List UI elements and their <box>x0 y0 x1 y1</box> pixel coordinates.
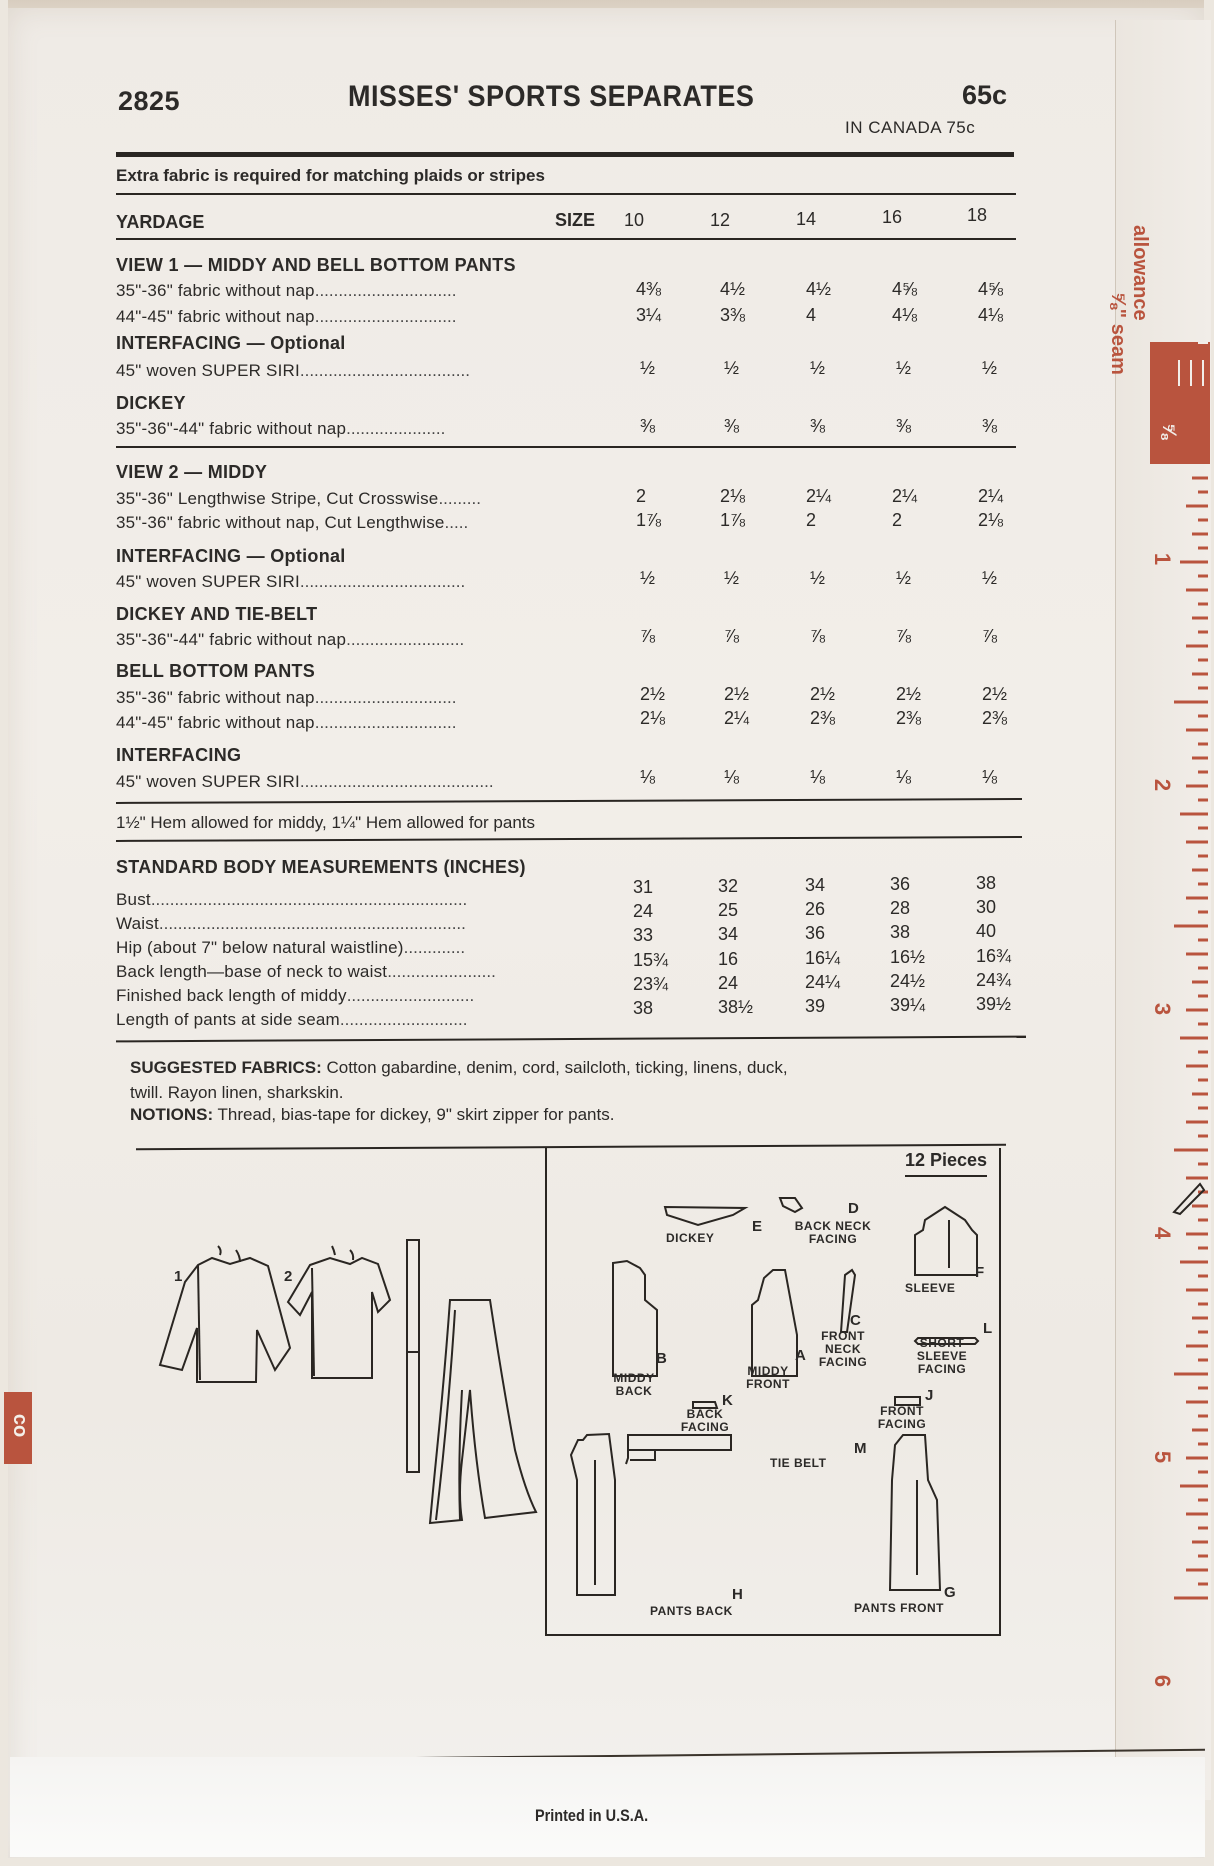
cell: ⅛ <box>982 767 998 787</box>
ruler-number-6: 6 <box>1150 1674 1176 1688</box>
cell: ⅜ <box>810 416 826 436</box>
cell: 2⅛ <box>720 486 746 506</box>
cell: 2¼ <box>806 486 832 506</box>
cell: ½ <box>896 568 912 588</box>
cell: 36 <box>890 874 911 894</box>
cell: 39 <box>805 996 826 1016</box>
cell: 2 <box>806 510 817 530</box>
cell: 16¼ <box>805 948 841 968</box>
cell: ½ <box>640 568 656 588</box>
row-label: 35"-36"-44" fabric without nap..................... <box>116 419 446 438</box>
row-label: Back length—base of neck to waist....................... <box>116 962 496 981</box>
ruler-number-5: 5 <box>1150 1450 1176 1464</box>
printed-in-usa: Printed in U.S.A. <box>535 1806 649 1825</box>
piece-m-letter: M <box>854 1440 867 1457</box>
cell: 39¼ <box>890 995 926 1015</box>
size-16: 16 <box>882 207 903 227</box>
cell: 16½ <box>890 947 926 967</box>
cell: 1⅞ <box>720 510 746 530</box>
row-label: Hip (about 7" below natural waistline)............. <box>116 938 466 957</box>
cell: 38 <box>890 922 911 942</box>
cell: 3⅜ <box>720 305 746 325</box>
cell: 2½ <box>724 684 750 704</box>
section-view1-title: VIEW 1 — MIDDY AND BELL BOTTOM PANTS <box>116 255 516 275</box>
cell: 2½ <box>810 684 836 704</box>
notions: NOTIONS: Thread, bias-tape for dickey, 9" skirt zipper for pants. <box>130 1105 615 1124</box>
cell: 28 <box>890 898 911 918</box>
section-view2-title: VIEW 2 — MIDDY <box>116 462 268 482</box>
view1-number: 1 <box>174 1268 183 1285</box>
ruler-caption-line2: allowance <box>1129 225 1151 321</box>
pen-mark-icon <box>1170 1178 1210 1218</box>
box-bottom-rule <box>545 1634 999 1636</box>
price: 65c <box>962 80 1008 110</box>
cell: 4⅝ <box>978 279 1004 299</box>
divider <box>116 238 1016 240</box>
piece-h-letter: H <box>732 1586 743 1603</box>
cell: ⅜ <box>982 416 998 436</box>
cell: 4⅝ <box>892 279 918 299</box>
cell: 2 <box>892 510 903 530</box>
cell: 24 <box>718 973 739 993</box>
divider <box>116 193 1016 195</box>
piece-short-sleeve-facing-label: SHORT SLEEVE FACING <box>916 1336 968 1376</box>
cell: 1⅞ <box>636 510 662 530</box>
piece-back-neck-facing-label: BACK NECK FACING <box>794 1219 872 1246</box>
cell: ⅞ <box>724 626 740 646</box>
section-interfacing-title: INTERFACING — Optional <box>116 333 346 353</box>
cell: 38 <box>633 998 654 1018</box>
row-label: 45" woven SUPER SIRI......................................... <box>116 772 494 791</box>
piece-pants-back-label: PANTS BACK <box>650 1604 733 1618</box>
ruler-number-4: 4 <box>1150 1226 1176 1240</box>
section-bell-bottom-title: BELL BOTTOM PANTS <box>116 661 316 681</box>
cell: ⅜ <box>896 416 912 436</box>
piece-d-letter: D <box>848 1200 859 1217</box>
cell: 2¼ <box>978 486 1004 506</box>
ruler-number-3: 3 <box>1150 1002 1176 1016</box>
cell: 30 <box>976 897 997 917</box>
section-interfacing-title: INTERFACING — Optional <box>116 546 346 566</box>
plaid-notice: Extra fabric is required for matching plaids or stripes <box>116 166 545 185</box>
size-12: 12 <box>710 210 731 230</box>
row-label: Length of pants at side seam........................... <box>116 1010 468 1029</box>
suggested-fabrics-cont: twill. Rayon linen, sharkskin. <box>130 1083 344 1102</box>
cell: 4½ <box>720 279 746 299</box>
pattern-title: MISSES' SPORTS SEPARATES <box>348 80 755 113</box>
ruler-block-label: ⅝ <box>1157 423 1179 439</box>
piece-back-facing-label: BACK FACING <box>680 1407 730 1434</box>
cell: ½ <box>640 358 656 378</box>
piece-front-facing-label: FRONT FACING <box>877 1404 927 1431</box>
side-tab <box>4 1392 32 1464</box>
cell: 2⅜ <box>810 708 836 728</box>
suggested-fabrics: SUGGESTED FABRICS: Cotton gabardine, denim, cord, sailcloth, ticking, linens, duck, <box>130 1058 788 1077</box>
ruler-seam-block <box>1150 342 1210 464</box>
cell: 33 <box>633 925 654 945</box>
cell: 3¼ <box>636 305 662 325</box>
cell: 2½ <box>982 684 1008 704</box>
piece-front-neck-facing-label: FRONT NECK FACING <box>818 1329 868 1369</box>
row-label: Finished back length of middy........................... <box>116 986 475 1005</box>
cell: 16¾ <box>976 946 1012 966</box>
cell: 38 <box>976 873 997 893</box>
cell: 40 <box>976 921 997 941</box>
view2-number: 2 <box>284 1268 293 1285</box>
divider <box>116 446 1016 448</box>
cell: 2 <box>636 486 647 506</box>
cell: ⅛ <box>810 767 826 787</box>
piece-dickey-label: DICKEY <box>666 1231 715 1245</box>
cell: ½ <box>724 358 740 378</box>
cell: 23¾ <box>633 974 669 994</box>
cell: ⅜ <box>724 416 740 436</box>
cell: 32 <box>718 876 739 896</box>
cell: 15¾ <box>633 950 669 970</box>
canada-price: IN CANADA 75c <box>845 118 976 137</box>
section-interfacing-title: INTERFACING <box>116 745 242 765</box>
ruler-caption-line1: ⅝" seam <box>1107 292 1129 375</box>
cell: 4⅜ <box>636 279 662 299</box>
cell: 2¼ <box>724 708 750 728</box>
pattern-number: 2825 <box>118 86 181 116</box>
cell: 2⅛ <box>640 708 666 728</box>
piece-c-letter: C <box>850 1312 861 1329</box>
section-dickey-title: DICKEY <box>116 393 186 413</box>
row-label: 35"-36"-44" fabric without nap......................... <box>116 630 465 649</box>
cell: 25 <box>718 900 739 920</box>
cell: ½ <box>982 358 998 378</box>
row-label: 35"-36" fabric without nap, Cut Lengthwise..... <box>116 513 469 532</box>
row-label: Waist................................................................. <box>116 914 466 933</box>
section-dickey-tiebelt-title: DICKEY AND TIE-BELT <box>116 604 318 624</box>
row-label: 35"-36" fabric without nap.............................. <box>116 688 457 707</box>
piece-k-letter: K <box>722 1392 733 1409</box>
cell: 4⅛ <box>978 305 1004 325</box>
ruler-number-2: 2 <box>1150 778 1176 792</box>
cell: 4 <box>806 305 817 325</box>
pieces-count-title: 12 Pieces <box>905 1150 987 1177</box>
ruler-number-1: 1 <box>1150 552 1176 566</box>
row-label: 45" woven SUPER SIRI.................................... <box>116 361 470 380</box>
piece-b-letter: B <box>656 1350 667 1367</box>
cell: ½ <box>896 358 912 378</box>
cell: ½ <box>810 568 826 588</box>
cell: 24¼ <box>805 972 841 992</box>
measurements-title: STANDARD BODY MEASUREMENTS (INCHES) <box>116 857 526 877</box>
cell: ⅞ <box>640 626 656 646</box>
cell: 39½ <box>976 994 1012 1014</box>
cell: ⅞ <box>810 626 826 646</box>
ruler-ticks-icon <box>1150 464 1210 1704</box>
row-label: 44"-45" fabric without nap.............................. <box>116 307 457 326</box>
cell: ½ <box>724 568 740 588</box>
cell: 2¼ <box>892 486 918 506</box>
cell: 38½ <box>718 997 754 1017</box>
side-tab-label: co <box>9 1413 32 1438</box>
cell: 16 <box>718 949 739 969</box>
row-label: 45" woven SUPER SIRI................................... <box>116 572 466 591</box>
size-10: 10 <box>624 210 645 230</box>
cell: ⅜ <box>640 416 656 436</box>
cell: 2½ <box>640 684 666 704</box>
header-rule <box>116 152 1014 157</box>
piece-sleeve-label: SLEEVE <box>905 1281 956 1295</box>
cell: 24½ <box>890 971 926 991</box>
cell: ⅛ <box>640 767 656 787</box>
piece-middy-front-label: MIDDY FRONT <box>746 1364 790 1391</box>
piece-g-letter: G <box>944 1584 956 1601</box>
piece-f-letter: F <box>975 1264 985 1281</box>
size-label: SIZE <box>555 210 596 230</box>
piece-a-letter: A <box>795 1347 806 1364</box>
piece-pants-front-label: PANTS FRONT <box>854 1601 944 1615</box>
row-label: 35"-36" Lengthwise Stripe, Cut Crosswise......... <box>116 489 481 508</box>
cell: 24 <box>633 901 654 921</box>
hem-note: 1½" Hem allowed for middy, 1¼" Hem allowed for pants <box>116 813 535 832</box>
garment-sketches-icon <box>140 1220 540 1540</box>
cell: 4½ <box>806 279 832 299</box>
cell: ⅛ <box>724 767 740 787</box>
cell: 2½ <box>896 684 922 704</box>
cell: 26 <box>805 899 826 919</box>
cell: ½ <box>982 568 998 588</box>
cell: 34 <box>805 875 826 895</box>
cell: ⅛ <box>896 767 912 787</box>
cell: 31 <box>633 877 654 897</box>
yardage-label: YARDAGE <box>116 212 205 232</box>
piece-e-letter: E <box>752 1218 763 1235</box>
cell: 4⅛ <box>892 305 918 325</box>
cell: 2⅜ <box>982 708 1008 728</box>
cell: 2⅜ <box>896 708 922 728</box>
size-18: 18 <box>967 205 988 225</box>
piece-l-letter: L <box>983 1320 993 1337</box>
cell: 2⅛ <box>978 510 1004 530</box>
cell: ½ <box>810 358 826 378</box>
row-label: 35"-36" fabric without nap.............................. <box>116 281 457 300</box>
cell: 34 <box>718 924 739 944</box>
cell: ⅞ <box>982 626 998 646</box>
row-label: 44"-45" fabric without nap.............................. <box>116 713 457 732</box>
row-label: Bust................................................................... <box>116 890 468 909</box>
piece-middy-back-label: MIDDY BACK <box>613 1371 655 1398</box>
cell: 36 <box>805 923 826 943</box>
size-14: 14 <box>796 209 817 229</box>
piece-tie-belt-label: TIE BELT <box>770 1456 827 1470</box>
piece-j-letter: J <box>925 1387 934 1404</box>
cell: ⅞ <box>896 626 912 646</box>
cell: 24¾ <box>976 970 1012 990</box>
